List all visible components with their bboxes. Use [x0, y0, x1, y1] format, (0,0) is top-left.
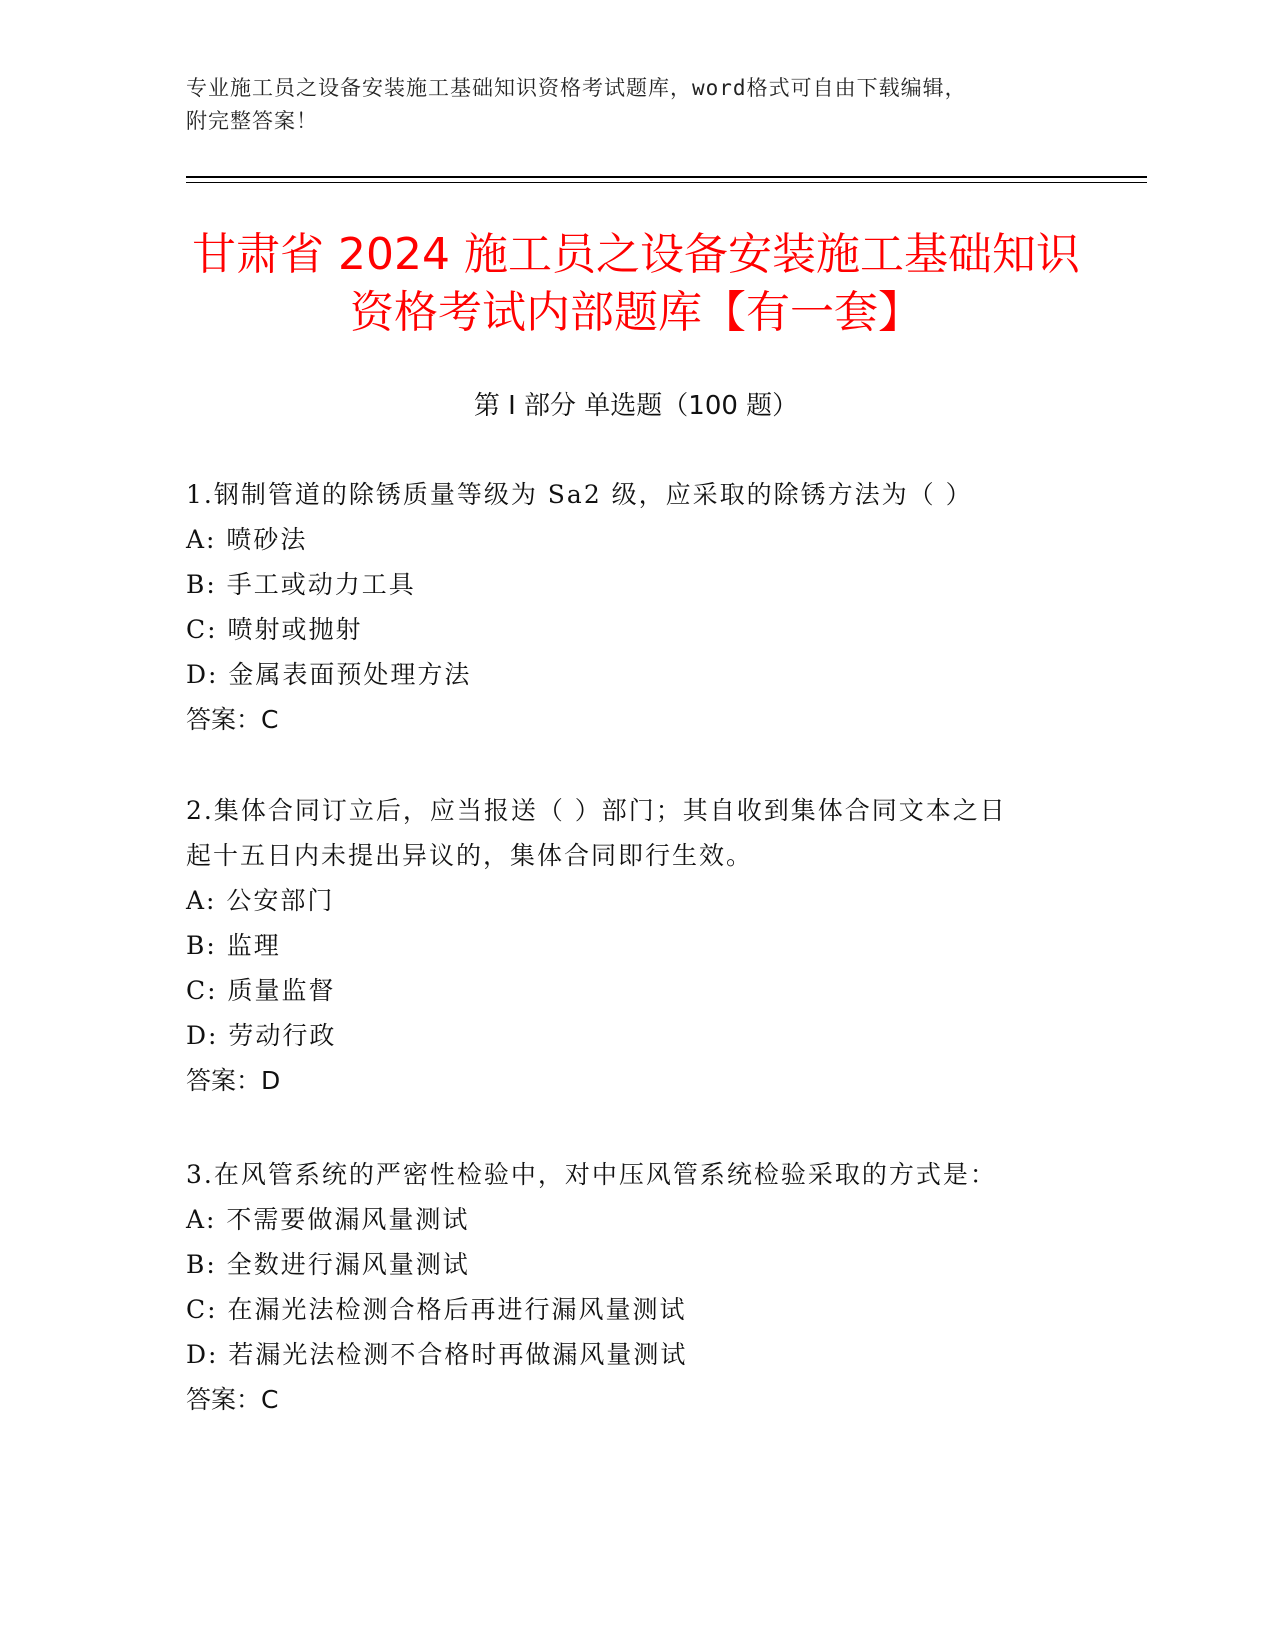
option-c: C: 喷射或抛射 — [186, 615, 363, 644]
option-c: C: 质量监督 — [186, 976, 336, 1005]
header-note — [186, 72, 1086, 138]
option-a: A: 不需要做漏风量测试 — [186, 1205, 470, 1234]
option-d: D: 金属表面预处理方法 — [186, 660, 472, 689]
answer-line: 答案：D — [186, 1066, 281, 1095]
option-a: A: 喷砂法 — [186, 525, 308, 554]
answer-line: 答案：C — [186, 1385, 279, 1414]
question-1 — [186, 472, 1086, 742]
title-line: 甘肃省 2024 施工员之设备安装施工基础知识 — [192, 229, 1080, 280]
question-stem: 2.集体合同订立后，应当报送（ ）部门；其自收到集体合同文本之日 — [186, 796, 1007, 825]
header-divider-thin — [186, 182, 1147, 183]
question-stem: 3.在风管系统的严密性检验中，对中压风管系统检验采取的方式是： — [186, 1160, 997, 1189]
section-title: 第 I 部分 单选题（100 题） — [473, 391, 799, 421]
title-line: 资格考试内部题库【有一套】 — [350, 287, 922, 338]
question-2 — [186, 788, 1086, 1103]
option-d: D: 若漏光法检测不合格时再做漏风量测试 — [186, 1340, 688, 1369]
question-3 — [186, 1152, 1086, 1422]
option-a: A: 公安部门 — [186, 886, 335, 915]
option-b: B: 手工或动力工具 — [186, 570, 416, 599]
header-note-line: 附完整答案！ — [186, 109, 318, 133]
question-stem: 起十五日内未提出异议的，集体合同即行生效。 — [186, 841, 754, 870]
option-d: D: 劳动行政 — [186, 1021, 337, 1050]
answer-line: 答案：C — [186, 705, 279, 734]
header-divider-thick — [186, 176, 1147, 178]
option-b: B: 全数进行漏风量测试 — [186, 1250, 470, 1279]
question-stem: 1.钢制管道的除锈质量等级为 Sa2 级，应采取的除锈方法为（ ） — [186, 480, 973, 509]
option-b: B: 监理 — [186, 931, 281, 960]
option-c: C: 在漏光法检测合格后再进行漏风量测试 — [186, 1295, 687, 1324]
document-title — [186, 226, 1086, 342]
header-note-line: 专业施工员之设备安装施工基础知识资格考试题库，word格式可自由下载编辑， — [186, 76, 967, 100]
